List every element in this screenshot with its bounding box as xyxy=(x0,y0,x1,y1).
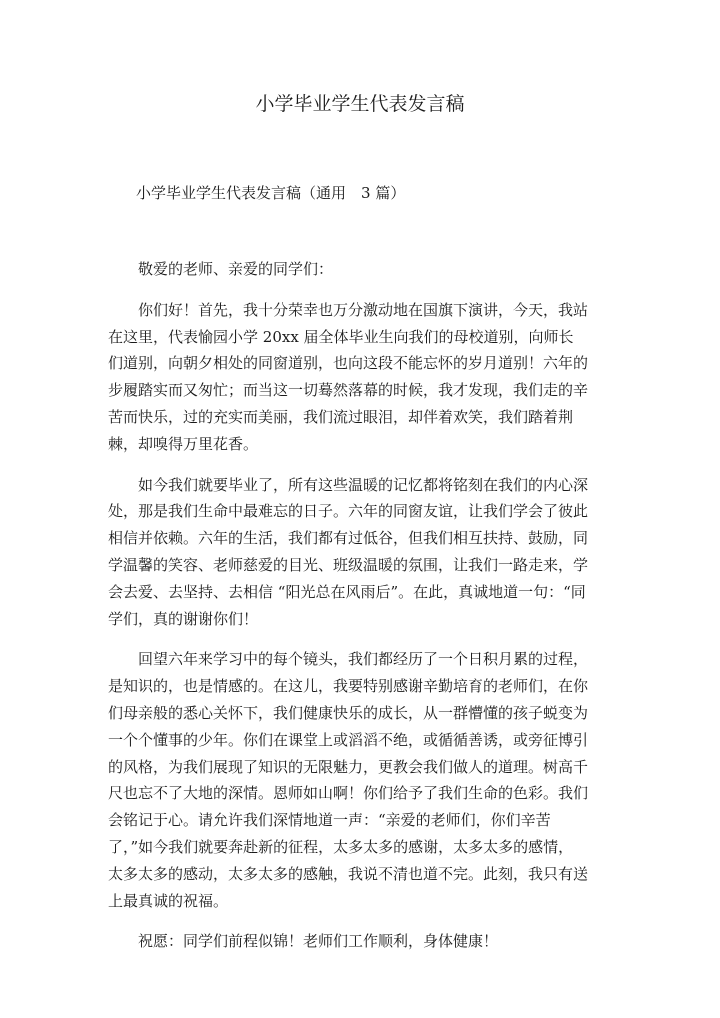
paragraph-closing: 祝愿：同学们前程似锦！老师们工作顺利，身体健康！ xyxy=(138,932,499,951)
document-title: 小学毕业学生代表发言稿 xyxy=(255,93,465,115)
paragraph-1: 你们好！首先，我十分荣幸也万分激动地在国旗下演讲，今天，我站在这里，代表愉园小学 20xx 届全体毕业生向我们的母校道别，向师长们道别，向朝夕相处的同窗道别，也向这段不能忘怀的岁月道别！六年的步履踏实而又匆忙；而当这一切蓦然落幕的时候，我才发现，我们走的辛苦而快乐，过的充实而美丽，我们流过眼泪，却伴着欢笑，我们踏着荆棘，却嗅得万里花香。 xyxy=(108,300,589,453)
document-body xyxy=(108,256,588,955)
document-subtitle: 小学毕业学生代表发言稿（通用 3 篇） xyxy=(136,184,406,202)
salutation: 敬爱的老师、亲爱的同学们： xyxy=(138,260,334,278)
paragraph-2: 如今我们就要毕业了，所有这些温暖的记忆都将铭刻在我们的内心深处，那是我们生命中最难忘的日子。六年的同窗友谊，让我们学会了彼此相信并依赖。六年的生活，我们都有过低谷，但我们相互扶持、鼓励，同学温馨的笑容、老师慈爱的目光、班级温暖的氛围，让我们一路走来，学会去爱、去坚持、去相信 “阳光总在风雨后”。在此，真诚地道一句：“同学们，真的谢谢你们！ xyxy=(108,475,589,628)
paragraph-3: 回望六年来学习中的每个镜头，我们都经历了一个日积月累的过程，是知识的，也是情感的。在这儿，我要特别感谢辛勤培育的老师们，在你们母亲般的悉心关怀下，我们健康快乐的成长，从一群懵懂的孩子蜕变为一个个懂事的少年。你们在课堂上或滔滔不绝，或循循善诱，或旁征博引的风格，为我们展现了知识的无限魅力，更教会我们做人的道理。树高千尺也忘不了大地的深情。恩师如山啊！你们给予了我们生命的色彩。我们会铭记于心。请允许我们深情地道一声：“亲爱的老师们，你们辛苦了，”如今我们就要奔赴新的征程，太多太多的感谢，太多太多的感情，太多太多的感动，太多太多的感触，我说不清也道不完。此刻，我只有送上最真诚的祝福。 xyxy=(108,650,589,910)
